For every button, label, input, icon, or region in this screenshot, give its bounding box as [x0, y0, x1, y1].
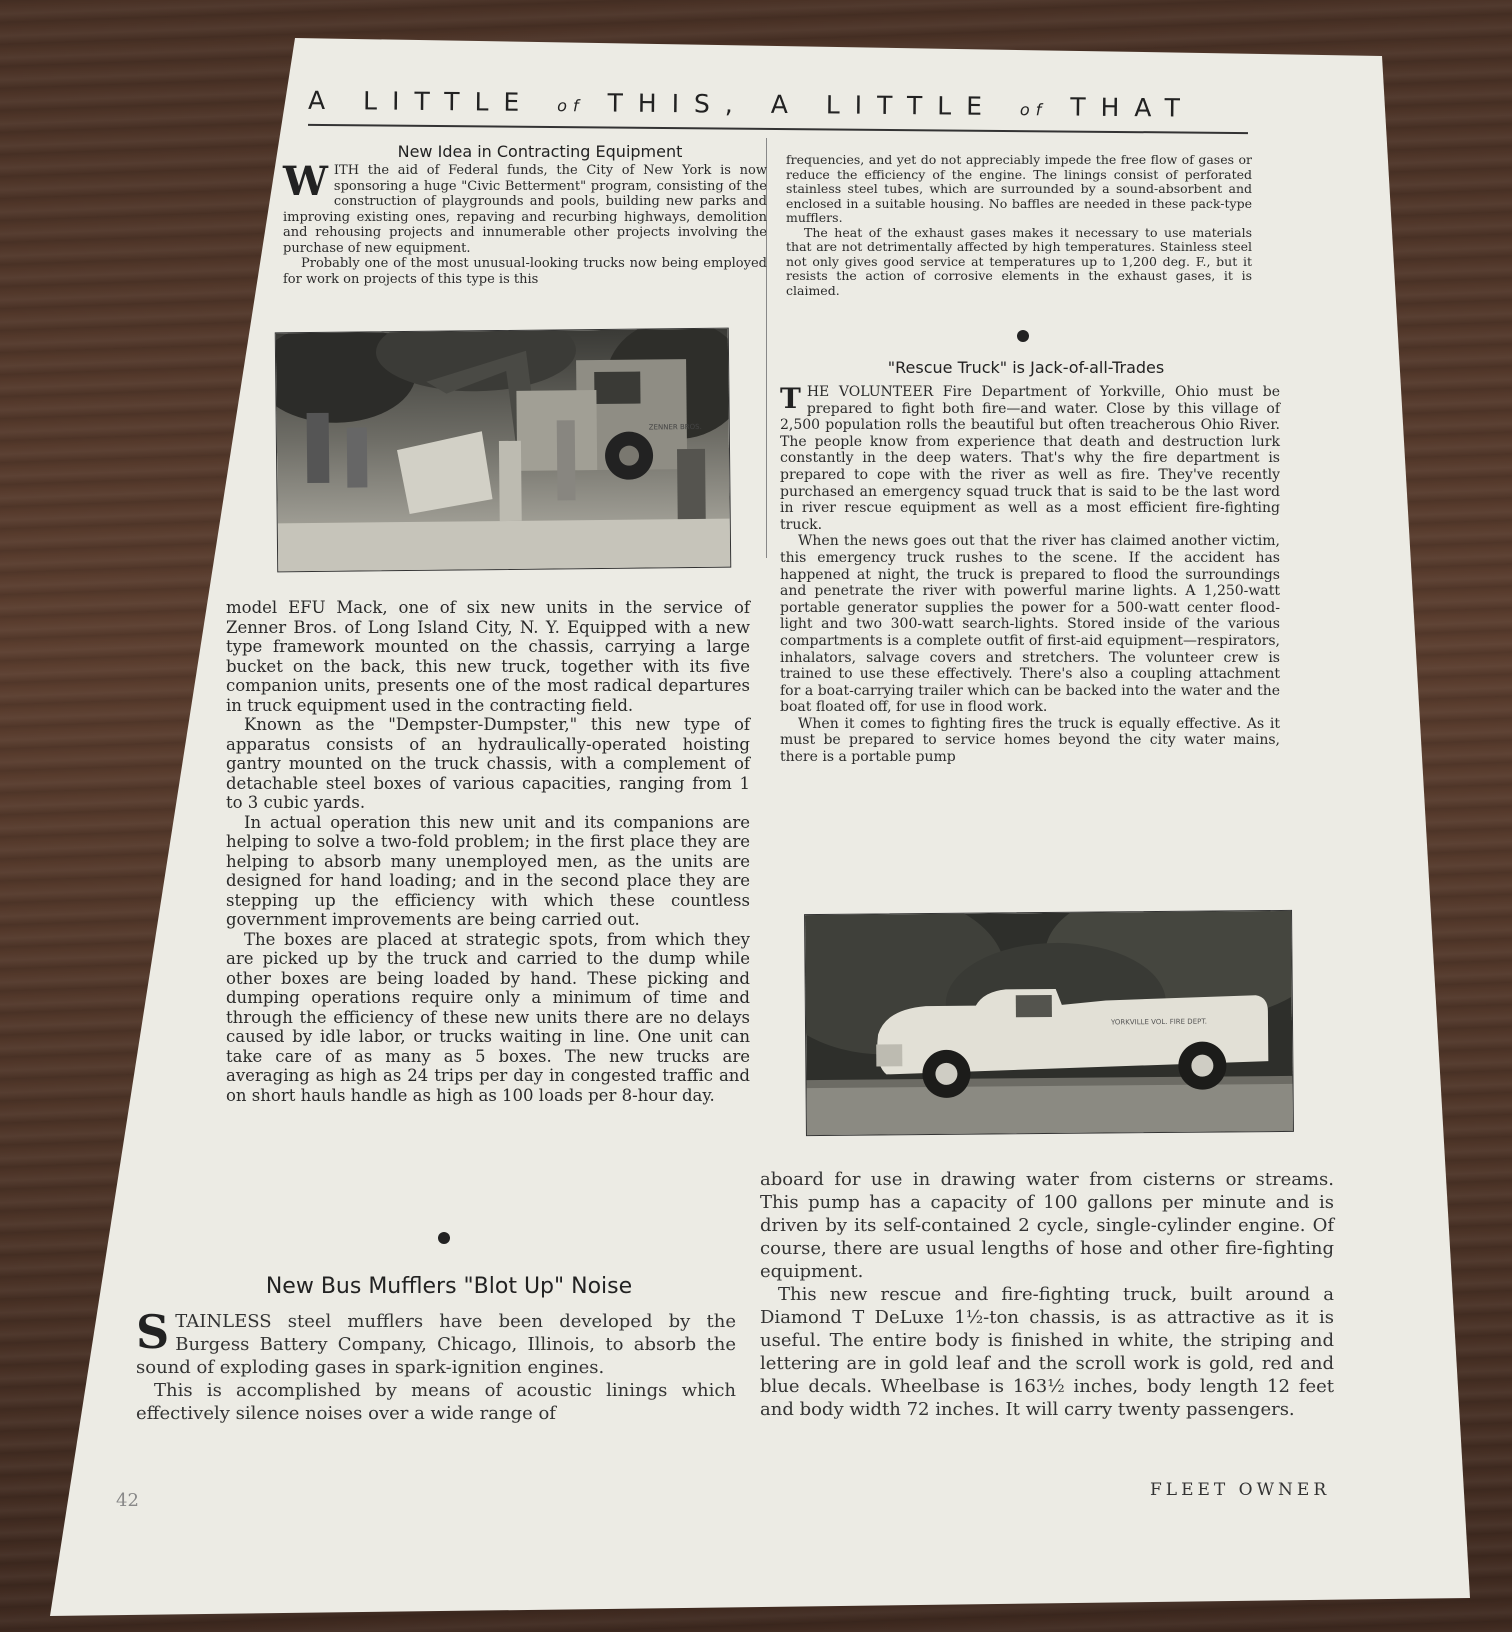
paragraph: The boxes are placed at strategic spots, from which they are picked up by the truck and carried to the dump while other boxes are being loaded by hand. These picking and dumping operations require only a minimum of time and through the efficiency of these new units there are no delays caused by idle labor, or trucks waiting in line. One unit can take care of as many as 5 boxes. The new trucks are averaging as high as 24 trips per day in congested traffic and on short hauls handle as high as 100 loads per 8-hour day. — [226, 929, 750, 1105]
headline-part: THIS, — [607, 88, 748, 119]
paragraph: frequencies, and yet do not appreciably impede the free flow of gases or reduce the efficiency of the engine. The linings consist of perforated stainless steel tubes, which are surrounded by a sound-absorbent and enclosed in a suitable housing. No baffles are needed in these pack-type mufflers. — [786, 152, 1252, 225]
article-contracting-body — [226, 598, 750, 1105]
paragraph: Known as the "Dempster-Dumpster," this new type of apparatus consists of an hydraulically-operated hoisting gantry mounted on the truck chassis, with a complement of detachable steel boxes of various capacities, ranging from 1 to 3 cubic yards. — [226, 715, 750, 812]
section-title-rescue-truck: "Rescue Truck" is Jack-of-all-Trades — [887, 358, 1165, 377]
fire-truck-lettering: YORKVILLE VOL. FIRE DEPT. — [1110, 1017, 1208, 1027]
paragraph: ITH the aid of Federal funds, the City of New York is now sponsoring a huge "Civic Betterment" program, consisting of the construction of playgrounds and pools, building new parks and improving existing ones, repaving and recurbing highways, demolition and rehousing projects and innumerable other projects involving the purchase of new equipment. — [283, 163, 767, 256]
truck-door-text: ZENNER BROS. — [648, 422, 702, 432]
magazine-name: FLEET OWNER — [1150, 1480, 1331, 1500]
paragraph: Probably one of the most unusual-looking trucks now being employed for work on projects of this type is this — [283, 256, 767, 287]
dropcap: T — [780, 382, 801, 415]
paragraph: The heat of the exhaust gases makes it necessary to use materials that are not detrimentally affected by high temperatures. Stainless steel not only gives good service at temperatures up to 1,200 deg. F., but it resists the action of corrosive elements in the exhaust gases, it is claimed. — [786, 224, 1252, 298]
page-number: 42 — [116, 1490, 139, 1511]
photo-dumpster-truck-image — [276, 329, 730, 572]
headline-part: A LITTLE — [307, 85, 535, 117]
paragraph: This new rescue and fire-fighting truck, built around a Diamond T DeLuxe 1½-ton chassis, is as attractive as it is useful. The entire body is finished in white, the striping and lettering are in gold leaf and the scroll work is gold, red and blue decals. Wheelbase is 163½ inches, body length 12 feet and body width 72 inches. It will carry twenty passengers. — [760, 1284, 1334, 1420]
photo-rescue-fire-truck-image — [805, 911, 1293, 1135]
paragraph: When it comes to fighting fires the truck is equally effective. As it must be prepared to service homes beyond the city water mains, there is a portable pump — [780, 715, 1280, 766]
photo-rescue-fire-truck — [804, 910, 1294, 1136]
headline-of: of — [557, 96, 585, 116]
article-mufflers-intro — [136, 1305, 736, 1425]
photo-dumpster-truck — [275, 328, 731, 573]
headline-part: A LITTLE — [770, 89, 998, 121]
section-separator-bullet — [1017, 330, 1029, 342]
dropcap: W — [283, 158, 328, 205]
headline-of: of — [1019, 100, 1048, 120]
paragraph: aboard for use in drawing water from cisterns or streams. This pump has a capacity of 100 gallons per minute and is driven by its self-contained 2 cycle, single-cylinder engine. Of course, there are usual lengths of hose and other fire-fighting equipment. — [760, 1169, 1334, 1282]
paragraph: HE VOLUNTEER Fire Department of Yorkville, Ohio must be prepared to fight both fire—and water. Close by this village of 2,500 population rolls the beautiful but often treacherous Ohio River. The people know from experience that death and destruction lurk constantly in the deep waters. That's why the fire department is prepared to cope with the river as well as fire. They've recently purchased an emergency squad truck that is said to be the last word in river rescue equipment as well as a most efficient fire-fighting truck. — [780, 384, 1280, 533]
article-rescue-truck-continued — [760, 1168, 1334, 1421]
paragraph: When the news goes out that the river has claimed another victim, this emergency truck rushes to the scene. If the accident has happened at night, the truck is prepared to flood the surroundings and penetrate the river with powerful marine lights. A 1,250-watt portable generator supplies the power for a 500-watt center flood-light and two 300-watt search-lights. Stored inside of the various compartments is a complete outfit of first-aid equipment—respirators, inhalators, salvage covers and stretchers. The volunteer crew is trained to use these effectively. There's also a coupling attachment for a boat-carrying trailer which can be backed into the water and the boat floated off, for use in flood work. — [780, 533, 1280, 716]
paragraph: model EFU Mack, one of six new units in the service of Zenner Bros. of Long Island City, N. Y. Equipped with a new type framework mounted on the chassis, carrying a large bucket on the back, this new truck, together with its five companion units, presents one of the most radical departures in truck equipment used in the contracting field. — [226, 598, 750, 715]
section-title-mufflers: New Bus Mufflers "Blot Up" Noise — [265, 1274, 633, 1299]
paragraph: This is accomplished by means of acoustic linings which effectively silence noises over a wide range of — [136, 1380, 736, 1424]
article-rescue-truck-body — [780, 384, 1280, 766]
article-contracting-intro — [283, 158, 767, 287]
section-title-contracting: New Idea in Contracting Equipment — [397, 142, 683, 161]
paragraph: TAINLESS steel mufflers have been developed by the Burgess Battery Company, Chicago, Illinois, to absorb the sound of exploding gases in spark-ignition engines. — [136, 1311, 736, 1378]
dropcap: S — [136, 1305, 170, 1359]
paragraph: In actual operation this new unit and its companions are helping to solve a two-fold problem; in the first place they are helping to absorb many unemployed men, as the units are designed for hand loading; and in the second place they are stepping up the efficiency with which these countless government improvements are being carried out. — [226, 812, 750, 929]
headline-part: THAT — [1070, 92, 1195, 123]
section-separator-bullet — [438, 1232, 450, 1244]
article-mufflers-continued — [786, 153, 1252, 298]
